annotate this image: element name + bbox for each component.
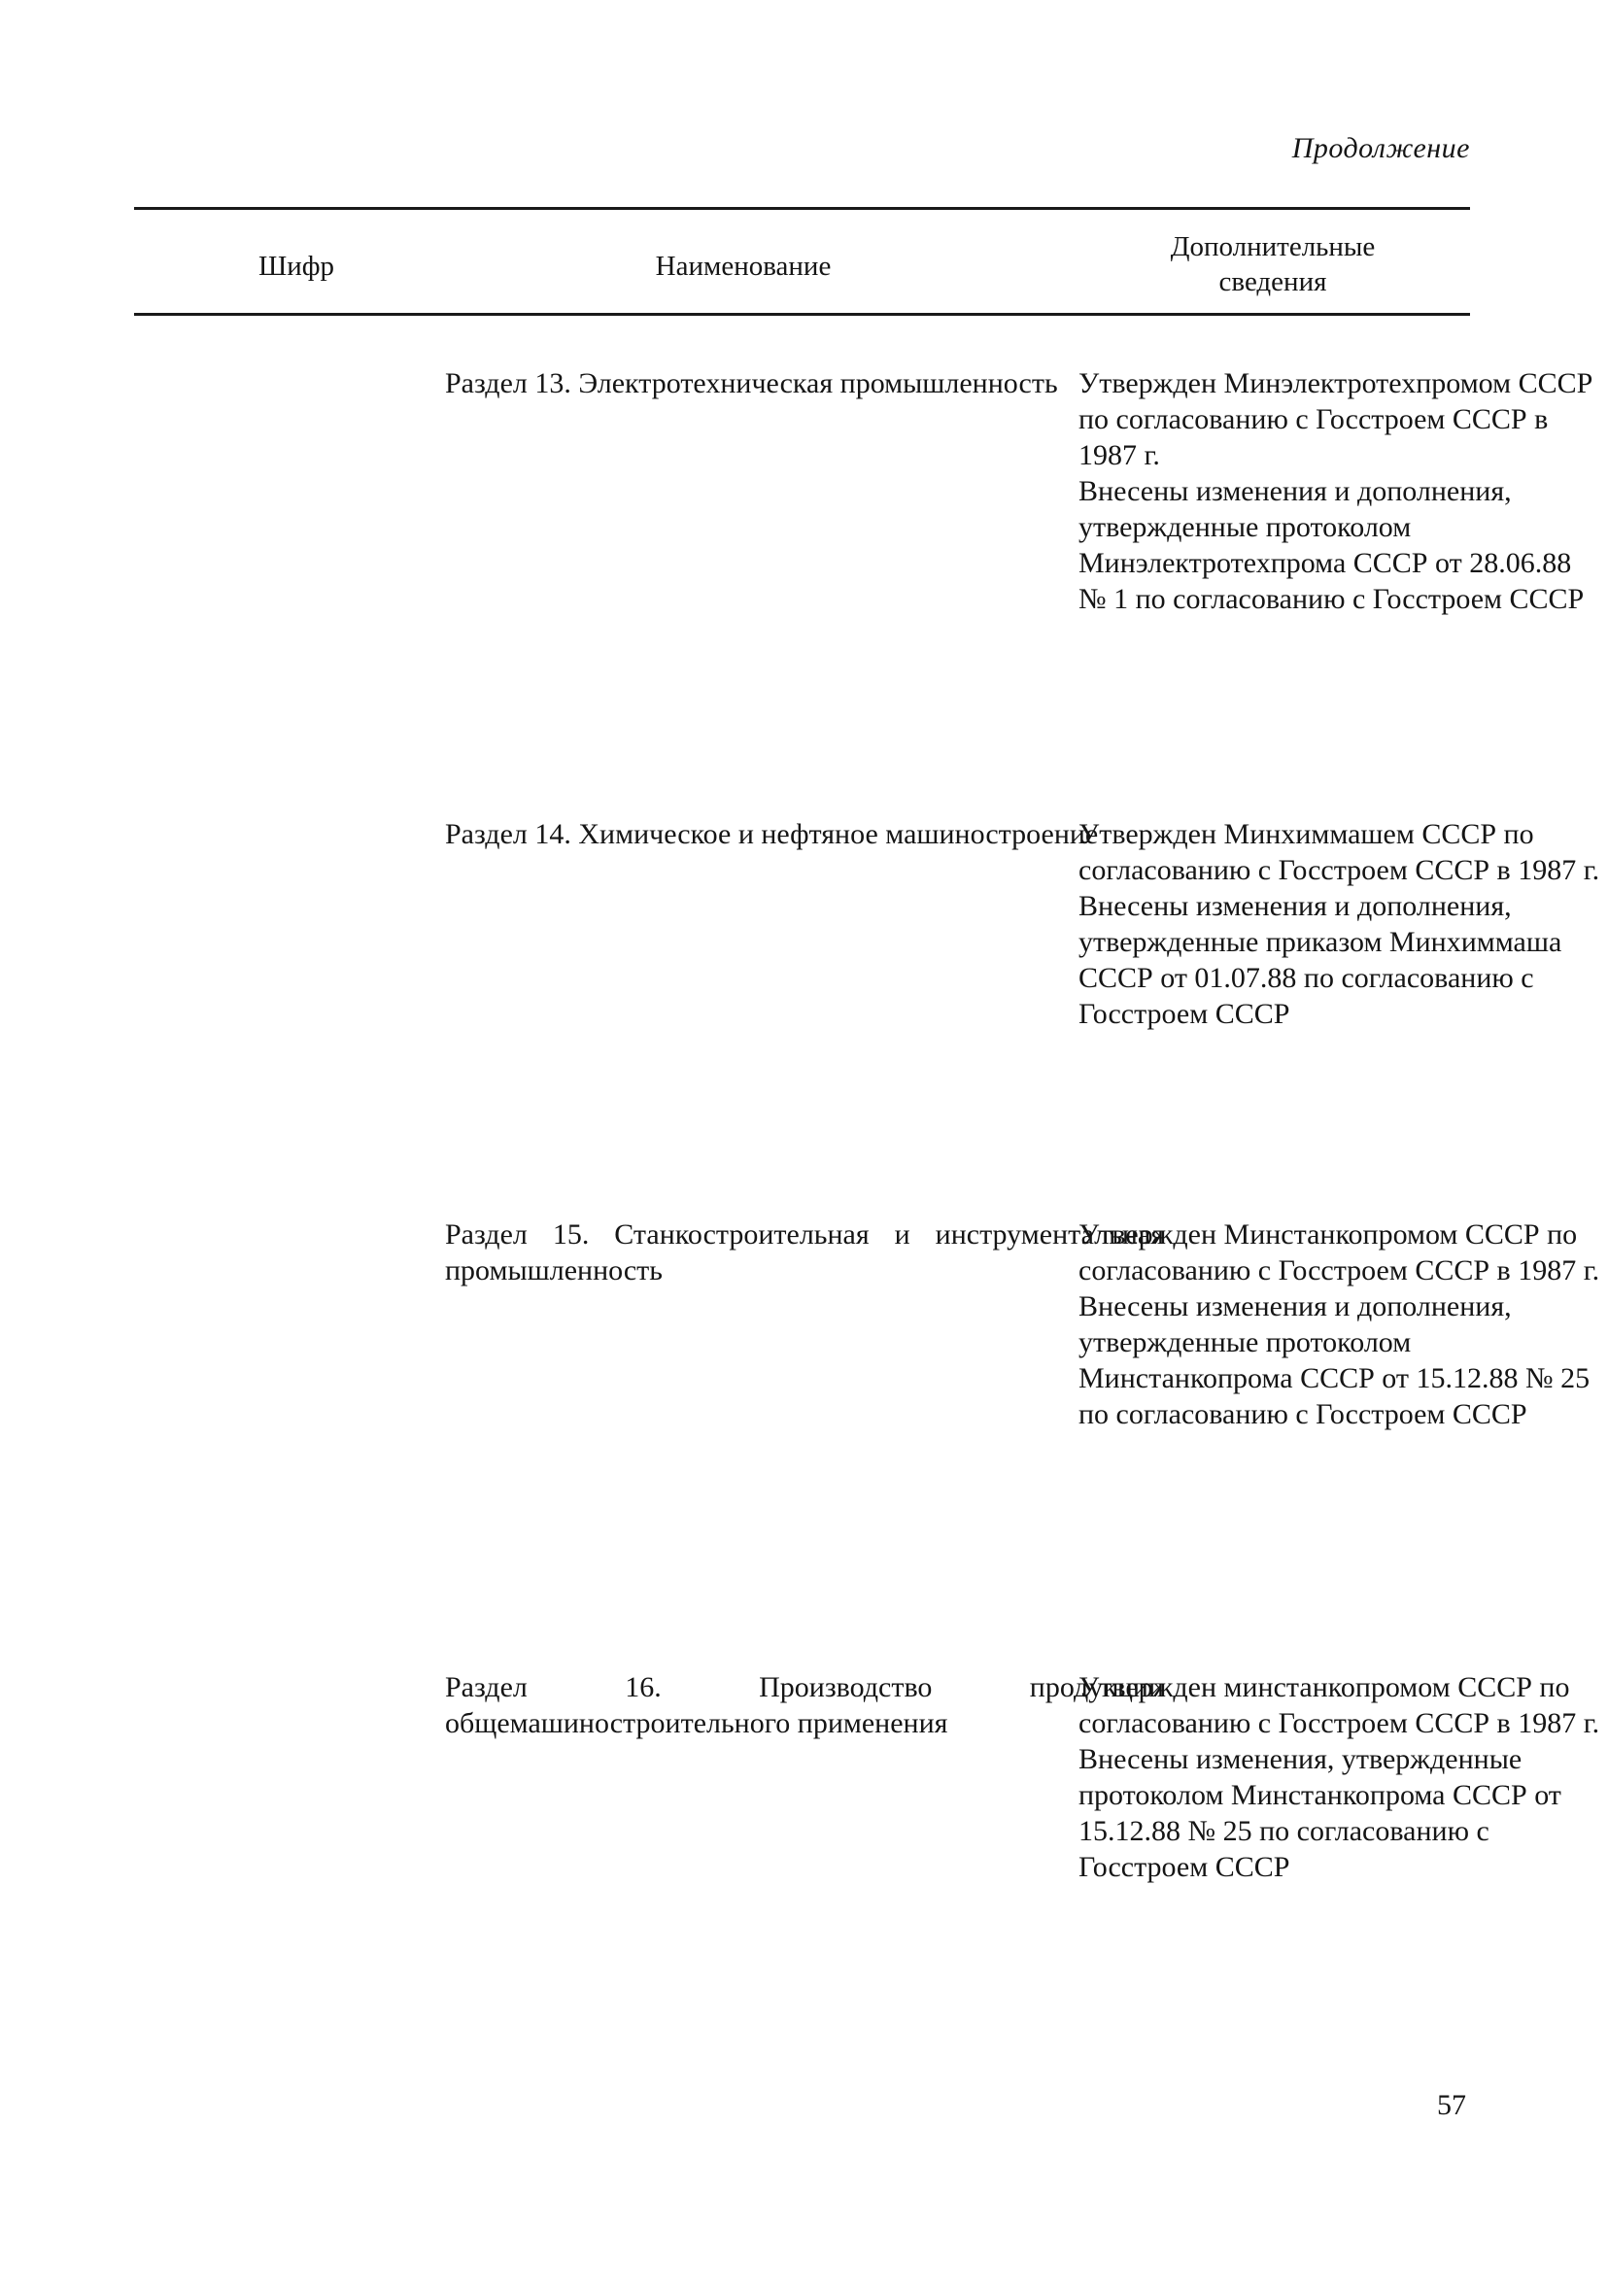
column-header-name: Наименование — [655, 251, 832, 282]
row-name: Раздел 15. Станкостроительная и инструментальная промышленность — [445, 1218, 1164, 1286]
table-header-rule — [134, 313, 1470, 316]
row-info: Утвержден Минстанкопромом СССР по согласованию с Госстроем СССР в 1987 г. Внесены изменения и дополнения, утвержденные протоколом Минстанкопрома СССР от 15.12.88 № 25 по согласованию с Госстроем СССР — [1078, 1218, 1600, 1430]
column-header-code: Шифр — [257, 251, 335, 282]
row-info: Утвержден Минхиммашем СССР по согласованию с Госстроем СССР в 1987 г. Внесены изменения и дополнения, утвержденные приказом Минхиммаша СССР от 01.07.88 по согласованию с Госстроем СССР — [1078, 818, 1600, 1030]
row-name: Раздел 13. Электротехническая промышленность — [445, 367, 1058, 399]
row-info: Утвержден минстанкопромом СССР по согласованию с Госстроем СССР в 1987 г. Внесены изменения, утвержденные протоколом Минстанкопрома СССР от 15.12.88 № 25 по согласованию с Госстроем СССР — [1078, 1671, 1600, 1883]
page-number: 57 — [1437, 2089, 1466, 2121]
row-name: Раздел 16. Производство продукции общемашиностроительного применения — [445, 1671, 1164, 1739]
table-top-rule — [134, 207, 1470, 210]
column-header-info: Дополнительные сведения — [1170, 231, 1376, 297]
row-info: Утвержден Минэлектротехпромом СССР по согласованию с Госстроем СССР в 1987 г. Внесены изменения и дополнения, утвержденные протоколом Минэлектротехпрома СССР от 28.06.88 № 1 по согласованию с Госстроем СССР — [1078, 367, 1593, 615]
row-name: Раздел 14. Химическое и нефтяное машиностроение — [445, 818, 1099, 850]
continuation-label: Продолжение — [1291, 132, 1470, 164]
